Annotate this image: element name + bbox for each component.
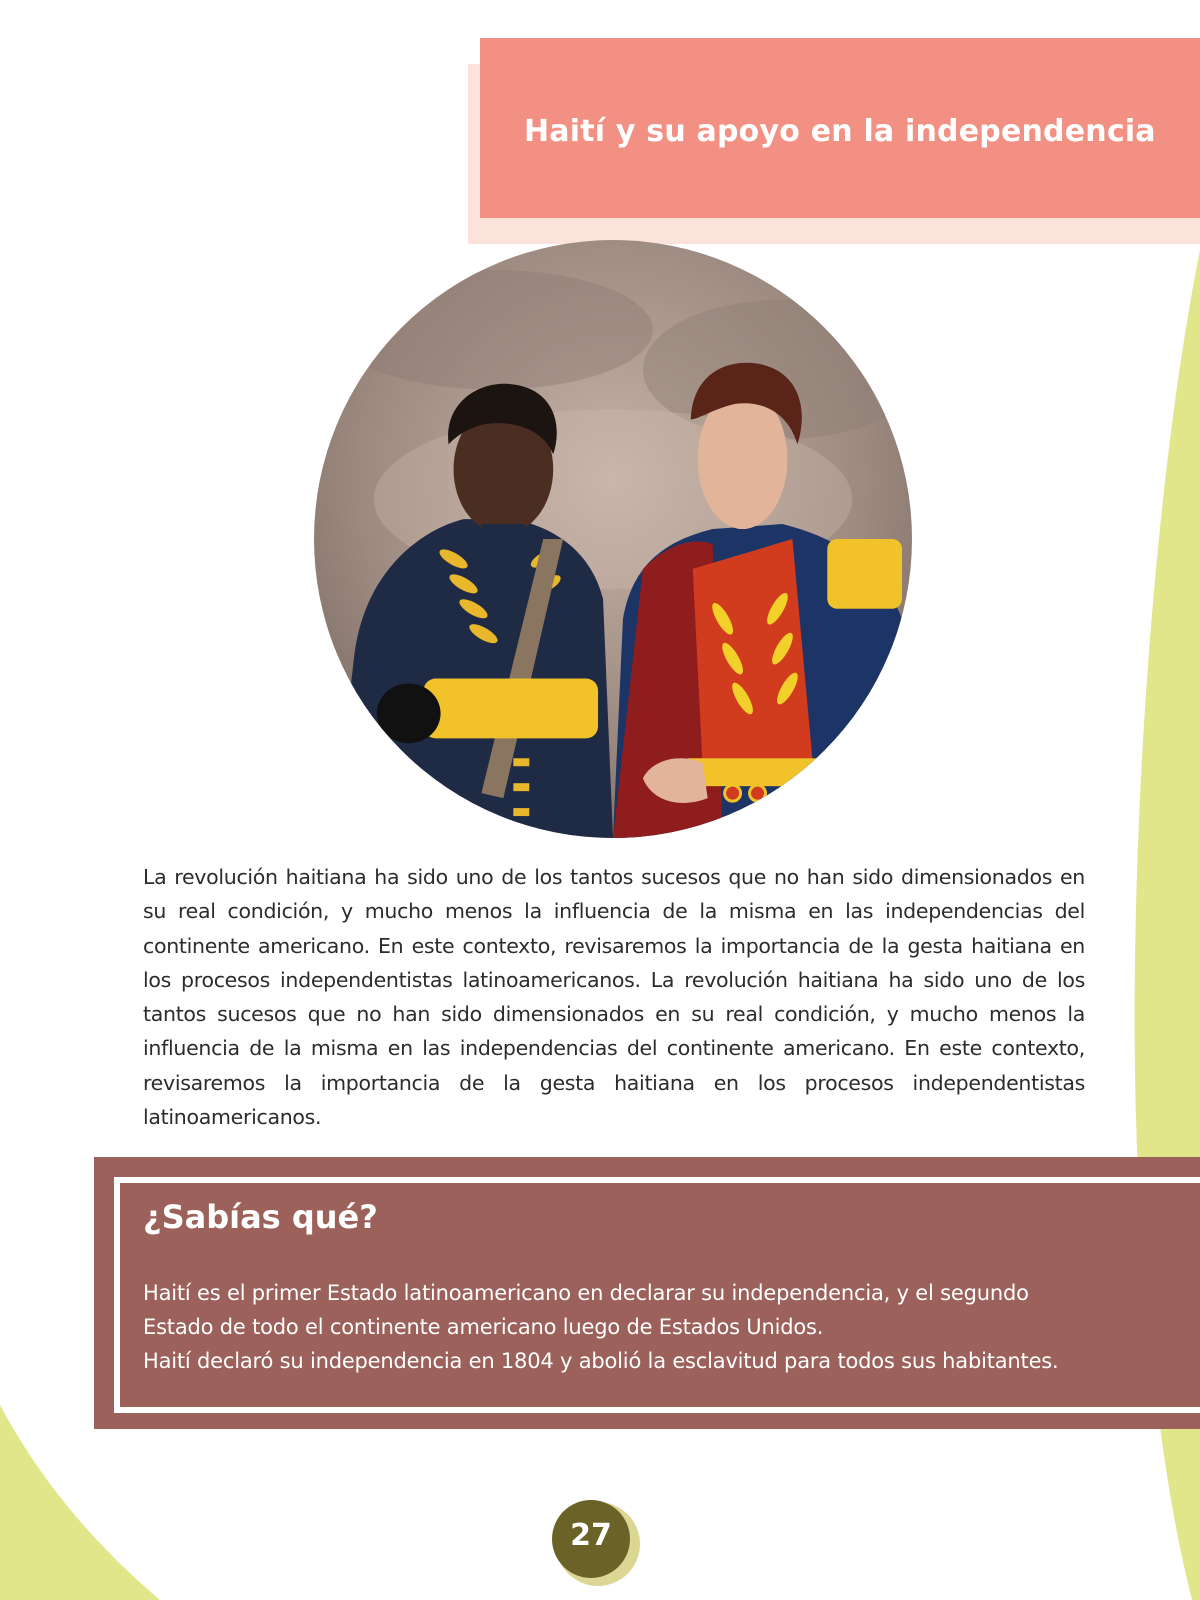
decorative-curve-left bbox=[0, 1405, 160, 1600]
page-number: 27 bbox=[552, 1500, 630, 1578]
fact-line: Haití declaró su independencia en 1804 y abolió la esclavitud para todos sus habitantes. bbox=[143, 1349, 1059, 1373]
fact-box-title: ¿Sabías qué? bbox=[143, 1198, 378, 1236]
body-paragraph: La revolución haitiana ha sido uno de los tantos sucesos que no han sido dimensionados en su real condición, y mucho menos la influencia de la misma en las independencias del continente americano. En este contexto, revisaremos la importancia de la gesta haitiana en los procesos independentistas latinoamericanos. La revolución haitiana ha sido uno de los tantos sucesos que no han sido dimensionados en su real condición, y mucho menos la influencia de la misma en las independencias del continente americano. En este contexto, revisaremos la importancia de la gesta haitiana en los procesos independentistas latinoamericanos. bbox=[143, 865, 1085, 1130]
fact-box-text bbox=[143, 1276, 1093, 1378]
page-title: Haití y su apoyo en la independencia bbox=[524, 114, 1156, 149]
portrait-illustration bbox=[314, 240, 912, 838]
fact-line: Haití es el primer Estado latinoamericano en declarar su independencia, y el segundo Estado de todo el continente americano luego de Estados Unidos. bbox=[143, 1281, 1029, 1339]
